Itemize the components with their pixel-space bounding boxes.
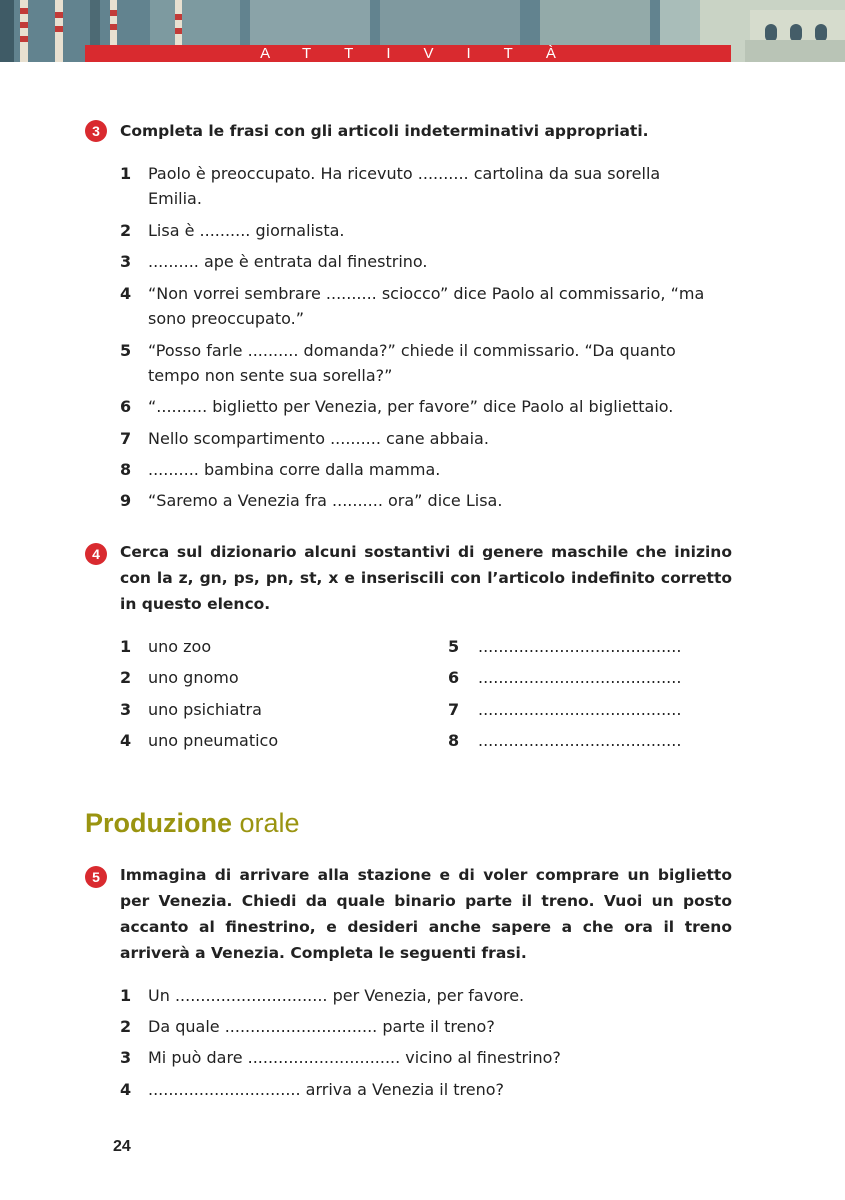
item-number: 7 xyxy=(448,700,460,719)
answer-blank[interactable]: ........................................ xyxy=(478,637,682,656)
section-title-bold: Produzione xyxy=(85,808,232,838)
answer-blank[interactable]: ........................................ xyxy=(478,700,682,719)
item-text: uno psichiatra xyxy=(148,700,262,719)
item-text: uno pneumatico xyxy=(148,731,279,750)
answer-blank[interactable]: ........................................ xyxy=(478,731,682,750)
exercise-5-item xyxy=(120,1014,720,1039)
exercise-4-badge: 4 xyxy=(85,543,107,565)
item-number: 9 xyxy=(120,491,132,510)
exercise-3-instruction: Completa le frasi con gli articoli indeterminativi appropriati. xyxy=(120,122,649,140)
exercise-3-item xyxy=(120,249,720,274)
section-title xyxy=(85,808,300,839)
exercise-5-badge: 5 xyxy=(85,866,107,888)
exercise-3-badge: 3 xyxy=(85,120,107,142)
exercise-4-item xyxy=(120,728,420,753)
item-number: 2 xyxy=(120,221,132,240)
item-number: 6 xyxy=(448,668,460,687)
item-number: 6 xyxy=(120,397,132,416)
item-text: uno gnomo xyxy=(148,668,239,687)
item-number: 2 xyxy=(120,668,132,687)
exercise-3-item xyxy=(120,338,720,388)
section-title-light: orale xyxy=(239,808,300,838)
exercise-3-item xyxy=(120,488,720,513)
item-text: “.......... biglietto per Venezia, per favore” dice Paolo al bigliettaio. xyxy=(148,397,674,416)
exercise-3-item xyxy=(120,281,720,331)
item-number: 1 xyxy=(120,986,132,1005)
page-number: 24 xyxy=(113,1138,131,1155)
exercise-4-blank-item xyxy=(448,697,708,722)
exercise-4-instruction: Cerca sul dizionario alcuni sostantivi di genere maschile che inizino con la z, gn, ps, pn, st, x e inseriscili con l’articolo indefinito corretto in questo elenco. xyxy=(120,543,732,613)
item-text: Nello scompartimento .......... cane abbaia. xyxy=(148,429,489,448)
item-number: 1 xyxy=(120,164,132,183)
item-text: .......... bambina corre dalla mamma. xyxy=(148,460,441,479)
item-text: Un .............................. per Venezia, per favore. xyxy=(148,986,525,1005)
item-number: 2 xyxy=(120,1017,132,1036)
item-number: 5 xyxy=(448,637,460,656)
item-number: 1 xyxy=(120,637,132,656)
item-number: 3 xyxy=(120,252,132,271)
item-number: 4 xyxy=(120,284,132,303)
item-text: “Non vorrei sembrare .......... sciocco” dice Paolo al commissario, “ma sono preoccupato.” xyxy=(148,284,705,328)
header-banner xyxy=(0,0,845,62)
exercise-4-item xyxy=(120,665,420,690)
item-text: .......... ape è entrata dal finestrino. xyxy=(148,252,428,271)
exercise-5-instruction: Immagina di arrivare alla stazione e di voler comprare un biglietto per Venezia. Chiedi da quale binario parte il treno. Vuoi un posto accanto al finestrino, e desideri anche sapere a che ora il treno arriverà a Venezia. Completa le seguenti frasi. xyxy=(120,866,732,962)
item-number: 8 xyxy=(448,731,460,750)
exercise-3-item xyxy=(120,426,720,451)
exercise-4-blank-item xyxy=(448,728,708,753)
item-text: Mi può dare .............................. vicino al finestrino? xyxy=(148,1048,561,1067)
item-number: 3 xyxy=(120,700,132,719)
item-text: Da quale .............................. parte il treno? xyxy=(148,1017,495,1036)
exercise-3-item xyxy=(120,161,720,211)
exercise-3-item xyxy=(120,457,720,482)
answer-blank[interactable]: ........................................ xyxy=(478,668,682,687)
item-number: 4 xyxy=(120,731,132,750)
item-text: “Saremo a Venezia fra .......... ora” dice Lisa. xyxy=(148,491,503,510)
exercise-4-blank-item xyxy=(448,634,708,659)
exercise-3-item xyxy=(120,394,720,419)
item-number: 3 xyxy=(120,1048,132,1067)
item-number: 7 xyxy=(120,429,132,448)
item-text: uno zoo xyxy=(148,637,212,656)
item-number: 8 xyxy=(120,460,132,479)
exercise-5-item xyxy=(120,983,720,1008)
item-text: Lisa è .......... giornalista. xyxy=(148,221,345,240)
item-text: “Posso farle .......... domanda?” chiede il commissario. “Da quanto tempo non sente sua sorella?” xyxy=(148,341,676,385)
exercise-3-item xyxy=(120,218,720,243)
exercise-5-item xyxy=(120,1077,720,1102)
section-header-title: ATTIVITÀ xyxy=(260,45,589,62)
item-text: Paolo è preoccupato. Ha ricevuto .......... cartolina da sua sorella Emilia. xyxy=(148,164,661,208)
item-text: .............................. arriva a Venezia il treno? xyxy=(148,1080,505,1099)
item-number: 4 xyxy=(120,1080,132,1099)
exercise-4-item xyxy=(120,634,420,659)
exercise-4-item xyxy=(120,697,420,722)
item-number: 5 xyxy=(120,341,132,360)
exercise-5-item xyxy=(120,1045,720,1070)
exercise-4-blank-item xyxy=(448,665,708,690)
